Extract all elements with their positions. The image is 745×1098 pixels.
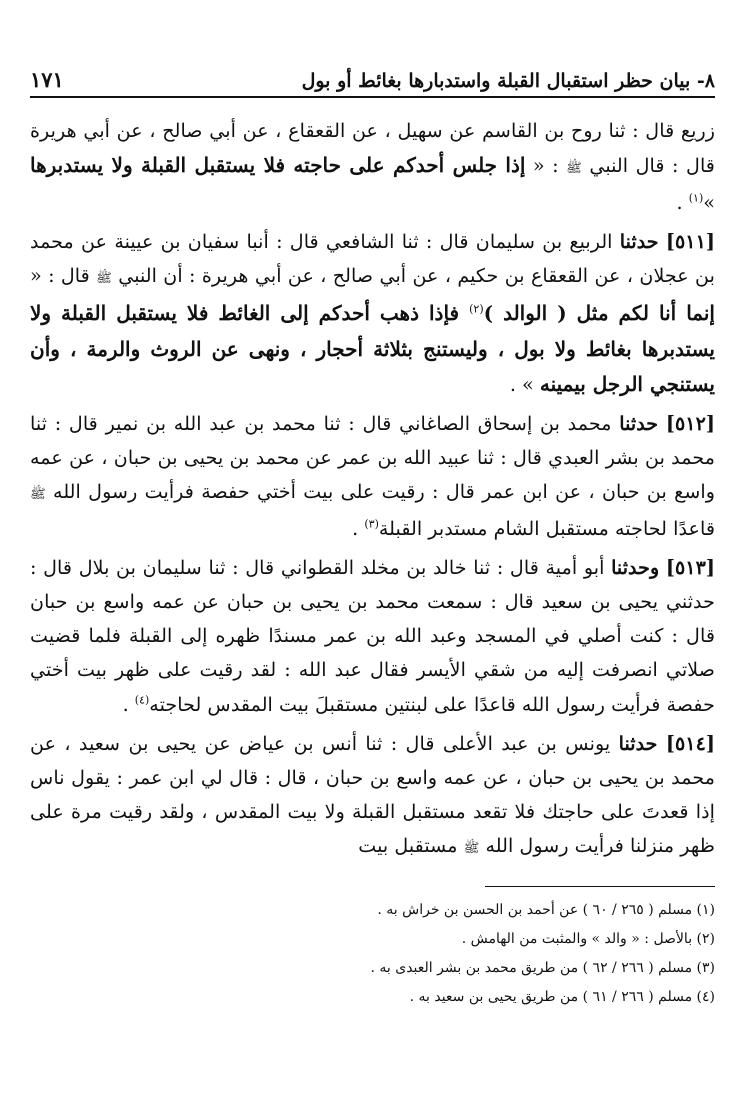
hadith-number: [٥١٢] (665, 411, 715, 435)
paragraph-512: [٥١٢] حدثنا محمد بن إسحاق الصاغاني قال : ثنا محمد بن عبد الله بن نمير قال : ثنا محمد بن بشر العبدي قال : ثنا عبيد الله بن عمر عن محمد بن يحيى بن حبان ، عن عمه واسع بن حبان ، عن ابن عمر قال : رقيت على بيت أختي حفصة فرأيت رسول الله ﷺ قاعدًا لحاجته مستقبل الشام مستدبر القبلة$^{(٣)}$ . (30, 411, 715, 541)
salutation-glyph: ﷺ (566, 161, 582, 177)
hadith-number: [٥١١] (665, 230, 715, 254)
footnotes (30, 896, 715, 1012)
haddathana: حدثنا (618, 731, 658, 755)
chapter-title: ٨- بيان حظر استقبال القبلة واستدبارها بغائط أو بول (301, 70, 715, 92)
paragraph-514: [٥١٤] حدثنا يونس بن عبد الأعلى قال : ثنا أنس بن عياض عن يحيى بن سعيد ، عن محمد بن يحيى بن حبان ، عن عمه واسع بن حبان ، قال : قال لي ابن عمر : يقول ناس إذا قعدتَ على حاجتك فلا تقعد مستقبل القبلة ولا بيت المقدس ، ولقد رقيت مرة على ظهر منزلنا فرأيت رسول الله ﷺ مستقبل بيت (30, 731, 715, 857)
header-rule (30, 96, 715, 98)
page-number: ١٧١ (30, 67, 64, 92)
footnote-3: (٣) مسلم ( ٢٦٦ / ٦٢ ) من طريق محمد بن بشر العبدى به . (370, 960, 715, 976)
hadith-text: إذا جلس أحدكم على حاجته فلا يستقبل القبلة ولا يستدبرها (30, 153, 526, 178)
book-page (30, 0, 715, 1098)
hadith-number: [٥١٣] (665, 556, 715, 580)
hadith-text: إنما أنا لكم مثل ( الوالد ) (483, 301, 715, 326)
haddathana: حدثنا (619, 230, 659, 254)
footnote-1: (١) مسلم ( ٢٦٥ / ٦٠ ) عن أحمد بن الحسن بن خراش به . (377, 902, 715, 918)
running-header (30, 58, 715, 92)
paragraph-510-continued: زريع قال : ثنا روح بن القاسم عن سهيل ، عن القعقاع ، عن أبي صالح ، عن أبي هريرة قال : قال النبي ﷺ : « إذا جلس أحدكم على حاجته فلا يستقبل القبلة ولا يستدبرها »$^{(١)}$ . (30, 119, 715, 215)
salutation-glyph: ﷺ (30, 486, 46, 502)
paragraph-513: [٥١٣] وحدثنا أبو أمية قال : ثنا خالد بن مخلد القطواني قال : ثنا سليمان بن بلال قال : حدثني يحيى بن سعيد قال : سمعت محمد بن يحيى بن حبان عن عمه واسع بن حبان قال : كنت أصلي في المسجد وعبد الله بن عمر مسندًا ظهره إلى القبلة فلما قضيت صلاتي انصرفت إليه من شقي الأيسر فقال عبد الله : لقد رقيت على ظهر بيت أختي حفصة فرأيت رسول الله قاعدًا على لبنتين مستقبلَ بيت المقدس لحاجته$^{(٤)}$ . (30, 556, 715, 716)
footnote-marker[interactable]: (١) (688, 191, 704, 205)
footnote-marker[interactable]: (٢) (469, 303, 484, 317)
salutation-glyph: ﷺ (463, 840, 480, 856)
footnote-2: (٢) بالأصل : « والد » والمثبت من الهامش . (461, 931, 715, 947)
footnote-separator (485, 886, 715, 887)
haddathana: حدثنا (619, 411, 659, 435)
paragraph-511: [٥١١] حدثنا الربيع بن سليمان قال : ثنا الشافعي قال : أنبا سفيان بن عيينة عن محمد بن عجلان ، عن القعقاع بن حكيم ، عن أبي صالح ، عن أبي هريرة : أن النبي ﷺ قال : « إنما أنا لكم مثل ( الوالد )$^{(٢)}$ فإذا ذهب أحدكم إلى الغائط فلا يستقبل القبلة ولا يستدبرها بغائط ولا بول ، وليستنج بثلاثة أحجار ، ونهى عن الروث والرمة ، وأن يستنجي الرجل بيمينه » . (30, 230, 716, 396)
footnote-marker[interactable]: (٣) (364, 517, 379, 531)
salutation-glyph: ﷺ (96, 271, 112, 287)
hadith-text-continued: فإذا ذهب أحدكم إلى الغائط فلا يستقبل القبلة ولا يستدبرها بغائط ولا بول ، وليستنج بثلاثة أحجار ، ونهى عن الروث والرمة ، وأن يستنجي الرجل بيمينه (30, 301, 715, 396)
main-text (30, 114, 715, 871)
hadith-number: [٥١٤] (665, 731, 715, 755)
footnote-marker[interactable]: (٤) (134, 693, 150, 707)
wahaddathana: وحدثنا (611, 556, 660, 580)
footnote-4: (٤) مسلم ( ٢٦٦ / ٦١ ) من طريق يحيى بن سعيد به . (409, 989, 715, 1005)
